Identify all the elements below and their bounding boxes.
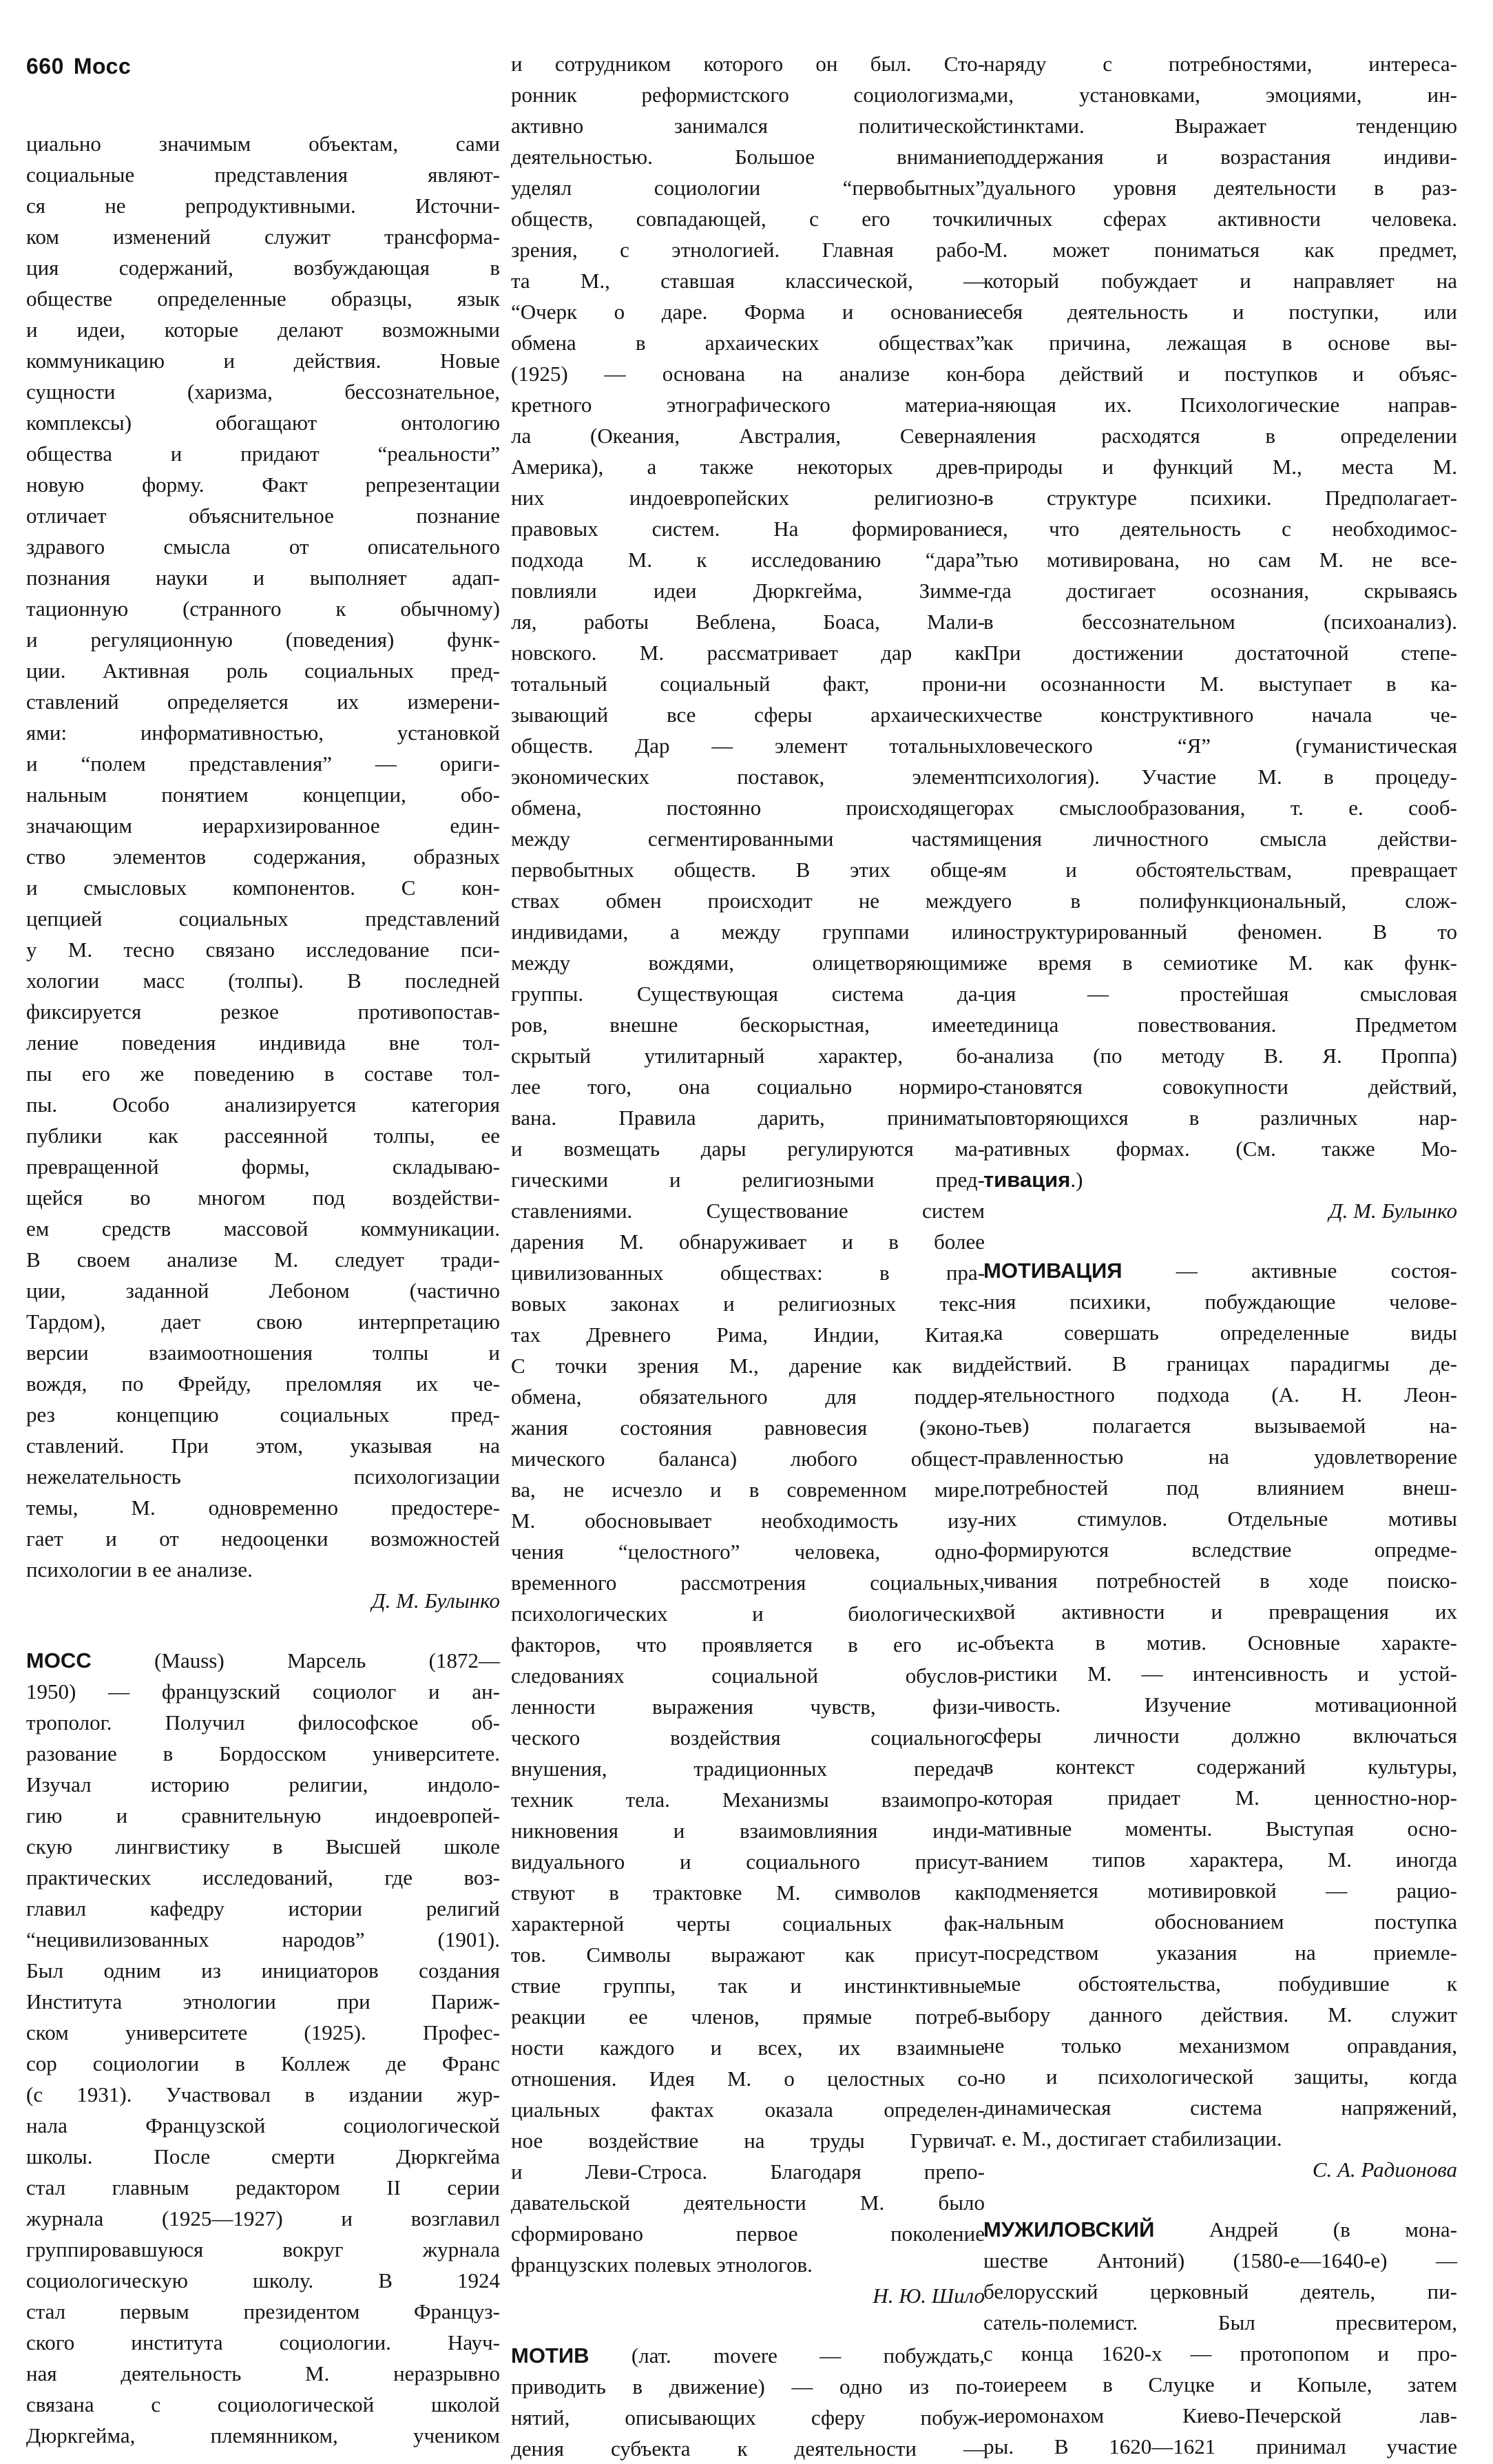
text-line: мые обстоятельства, побудившие к [983,1971,1457,1996]
text-line: и возмещать дары регулируются ма- [511,1137,985,1161]
text-line: его в полифункциональный, слож- [983,889,1457,913]
text-line: публики как рассеянной толпы, ее [26,1124,500,1148]
entry-first-line: МОСС (Mauss) Марсель (1872— [26,1648,500,1673]
text-line: стал главным редактором II серии [26,2175,500,2199]
text-line: превращенной формы, складываю- [26,1155,500,1179]
text-line: ля, работы Веблена, Боаса, Мали- [511,610,985,634]
text-line: посредством указания на приемле- [983,1940,1457,1965]
text-line: новую форму. Факт репрезентации [26,473,500,497]
text-line: личных сферах активности человека. [983,207,1457,231]
text-line: мативные моменты. Выступая осно- [983,1816,1457,1841]
text-line: зывающий все сферы архаических [511,703,985,727]
text-line: и смысловых компонентов. С кон- [26,876,500,900]
text-line: стал первым президентом Француз- [26,2299,500,2323]
text-line: сатель-полемист. Был пресвитером, [983,2310,1457,2334]
entry-moss [26,1645,500,2451]
entry-headword: МОСС [26,1648,92,1673]
text-line: нальным понятием концепции, обо- [26,783,500,807]
entry-continuation [26,128,500,1585]
text-line: первобытных обществ. В этих обще- [511,858,985,882]
text-line: тах Древнего Рима, Индии, Китая. [511,1323,985,1347]
text-line: ция содержаний, возбуждающая в [26,256,500,280]
text-line: ности каждого и всех, их взаимные [511,2036,985,2060]
text-line: ствуют в трактовке М. символов как [511,1881,985,1905]
text-line: обществ, совпадающей, с его точки [511,207,985,231]
text-line: тьев) полагается вызываемой на- [983,1414,1457,1438]
text-line: ком изменений служит трансформа- [26,225,500,249]
text-line: психология). Участие М. в процеду- [983,765,1457,789]
text-line: экономических поставок, элемент [511,765,985,789]
text-line: отличает объяснительное познание [26,504,500,528]
entry-headword: МОТИВ [511,2343,589,2368]
text-line: ва, не исчезло и в современном мире. [511,1478,985,1502]
text-line: приводить в движение) — одно из по- [511,2374,985,2399]
text-line: активно занимался политической [511,114,985,138]
text-line: щения личностного смысла действи- [983,827,1457,851]
text-line: хологии масс (толпы). В последней [26,969,500,993]
text-line: ся, что деятельность с необходимос- [983,517,1457,541]
text-line: характерной черты социальных фак- [511,1912,985,1936]
text-line: себя деятельность и поступки, или [983,300,1457,324]
text-line: рез концепцию социальных пред- [26,1402,500,1427]
text-line: нальным обоснованием поступка [983,1909,1457,1934]
text-line: комплексы) обогащают онтологию [26,411,500,435]
text-line: значающим иерархизированное един- [26,814,500,838]
text-line: социальные представления являют- [26,163,500,187]
text-line: тоиереем в Слуцке и Копыле, затем [983,2372,1457,2396]
entry-body [983,2245,1457,2462]
text-line: обмена в архаических обществах” [511,331,985,355]
text-line: скрытый утилитарный характер, бо- [511,1044,985,1068]
text-line: здравого смысла от описательного [26,535,500,559]
text-line: пы. Особо анализируется категория [26,1093,500,1117]
text-line: обмена, обязательного для поддер- [511,1385,985,1409]
text-line: ристики М. — интенсивность и устой- [983,1661,1457,1686]
text-line: тью мотивирована, но сам М. не все- [983,548,1457,572]
entry-first-line: МОТИВ (лат. movere — побуждать, [511,2343,985,2368]
column-3 [983,48,1457,2462]
text-line: уделял социологии “первобытных” [511,176,985,200]
text-line: ции. Активная роль социальных пред- [26,659,500,683]
text-line: подменяется мотивировкой — рацио- [983,1878,1457,1903]
text-line: в бессознательном (психоанализ). [983,610,1457,634]
text-line: дения субъекта к деятельности — [511,2436,985,2461]
text-line: фиксируется резкое противопостав- [26,1000,500,1024]
text-line: ствах обмен происходит не между [511,889,985,913]
text-line: чивания потребностей в ходе поиско- [983,1569,1457,1593]
author-signature: С. А. Радионова [1312,2157,1457,2182]
text-line: рах смыслообразования, т. е. сооб- [983,796,1457,820]
text-line: 1950) — французский социолог и ан- [26,1679,500,1704]
text-line: ни осознанности М. выступает в ка- [983,672,1457,696]
entry-first-line: МУЖИЛОВСКИЙ Андрей (в мона- [983,2217,1457,2242]
text-line: обмена, постоянно происходящего [511,796,985,820]
text-line: у М. тесно связано исследование пси- [26,938,500,962]
cross-reference[interactable]: тивация [983,1168,1071,1192]
text-line: цивилизованных обществах: в пра- [511,1261,985,1285]
entry-continuation [511,48,985,2280]
text-line: честве конструктивного начала че- [983,703,1457,727]
text-line: же время в семиотике М. как функ- [983,951,1457,975]
text-line: действий. В границах парадигмы де- [983,1352,1457,1376]
text-line: белорусский церковный деятель, пи- [983,2279,1457,2303]
text-line: социологическую школу. В 1924 [26,2268,500,2292]
text-line: ка совершать определенные виды [983,1321,1457,1345]
author-signature: Н. Ю. Шило [873,2284,985,2308]
text-line: в контекст содержаний культуры, [983,1754,1457,1779]
text-line: разование в Бордосском университете. [26,1741,500,1766]
text-line: цепцией социальных представлений [26,907,500,931]
text-line: сферы личности должно включаться [983,1723,1457,1748]
text-line: индивидами, а между группами или [511,920,985,944]
text-line: Института этнологии при Париж- [26,1989,500,2013]
text-line: гает и от недооценки возможностей [26,1526,500,1551]
text-line: лее того, она социально нормиро- [511,1075,985,1099]
text-line: давательской деятельности М. было [511,2191,985,2215]
text-line: чивость. Изучение мотивационной [983,1692,1457,1717]
entry-body [511,2371,985,2464]
text-line: познания науки и выполняет адап- [26,566,500,590]
text-line: вой активности и превращения их [983,1599,1457,1624]
text-line: чения “целостного” человека, одно- [511,1540,985,1564]
text-line: связана с социологической школой [26,2392,500,2416]
text-line: “Очерк о даре. Форма и основание [511,300,985,324]
text-line: мического баланса) любого общест- [511,1447,985,1471]
text-line: них индоевропейских религиозно- [511,486,985,510]
text-line: обществ. Дар — элемент тотальных [511,734,985,758]
entry-motiv [511,2340,985,2464]
entry-headword: МУЖИЛОВСКИЙ [983,2217,1155,2242]
text-line: ставлений. При этом, указывая на [26,1433,500,1458]
text-line: ском университете (1925). Профес- [26,2020,500,2044]
text-line: новского. М. рассматривает дар как [511,641,985,665]
text-line: М. может пониматься как предмет, [983,238,1457,262]
text-line: “нецивилизованных народов” (1901). [26,1927,500,1951]
text-line: тотальный социальный факт, прони- [511,672,985,696]
text-line: сформировано первое поколение [511,2222,985,2246]
text-line: ловеческого “Я” (гуманистическая [983,734,1457,758]
text-line: нежелательность психологизации [26,1464,500,1489]
text-line: вана. Правила дарить, принимать [511,1106,985,1130]
text-line: общества и придают “реальности” [26,442,500,466]
running-header [26,54,131,79]
text-line: иеромонахом Киево-Печерской лав- [983,2403,1457,2427]
text-line: и регуляционную (поведения) функ- [26,628,500,652]
text-line: ванием типов характера, М. иногда [983,1847,1457,1872]
text-line: ции, заданной Лебоном (частично [26,1278,500,1303]
text-line: бора действий и поступков и объяс- [983,362,1457,386]
text-line: них стимулов. Отдельные мотивы [983,1507,1457,1531]
text-line: ление поведения индивида вне тол- [26,1031,500,1055]
text-line: отношения. Идея М. о целостных со- [511,2067,985,2091]
text-line: временного рассмотрения социальных, [511,1571,985,1595]
text-line: та М., ставшая классической, — [511,269,985,293]
text-line: которая придает М. ценностно-нор- [983,1785,1457,1810]
text-line: ятельностного подхода (А. Н. Леон- [983,1383,1457,1407]
text-line: шестве Антоний) (1580-е—1640-е) — [983,2248,1457,2273]
text-line: т. е. М., достигает стабилизации. [983,2126,1282,2151]
text-line: ция — простейшая смысловая [983,982,1457,1006]
text-line: реакции ее членов, прямые потреб- [511,2005,985,2029]
text-line: С точки зрения М., дарение как вид [511,1354,985,1378]
text-line: между вождями, олицетворяющими [511,951,985,975]
text-line: выбору данного действия. М. служит [983,2002,1457,2027]
text-line: анализа (по методу В. Я. Проппа) [983,1044,1457,1068]
text-line: вовых законах и религиозных текс- [511,1292,985,1316]
text-line: сущности (харизма, бессознательное, [26,380,500,404]
text-line: потребностей под влиянием внеш- [983,1476,1457,1500]
text-line: ми, установками, эмоциями, ин- [983,83,1457,107]
text-line: следованиях социальной обуслов- [511,1664,985,1688]
text-line: обществе определенные образцы, язык [26,287,500,311]
text-line: динамическая система напряжений, [983,2095,1457,2120]
text-line: между сегментированными частями [511,827,985,851]
text-line: объекта в мотив. Основные характе- [983,1630,1457,1655]
text-line: психологических и биологических [511,1602,985,1626]
text-line: версии взаимоотношения толпы и [26,1340,500,1365]
text-line: пы его же поведению в составе тол- [26,1062,500,1086]
text-line: ствие группы, так и инстинктивные [511,1974,985,1998]
text-line: Америка), а также некоторых древ- [511,455,985,479]
text-line: техник тела. Механизмы взаимопро- [511,1788,985,1812]
text-line: школы. После смерти Дюркгейма [26,2144,500,2168]
text-line: (1925) — основана на анализе кон- [511,362,985,386]
text-line: вождя, по Фрейду, преломляя их че- [26,1371,500,1396]
entry-motivatsiya [983,1255,1457,2154]
text-line: ления расходятся в определении [983,424,1457,448]
text-line: ронник реформистского социологизма, [511,83,985,107]
text-line: с конца 1620-х — протопопом и про- [983,2341,1457,2365]
text-line: ное воздействие на труды Гурвича [511,2129,985,2153]
column-2 [511,48,985,2464]
text-line: гда достигает осознания, скрываясь [983,579,1457,603]
author-signature: Д. М. Булынко [1328,1199,1457,1223]
text-line: ративных формах. (См. также Мо- [983,1137,1457,1161]
text-line: природы и функций М., места М. [983,455,1457,479]
text-line: ры. В 1620—1621 принимал участие [983,2434,1457,2458]
text-line: М. обосновывает необходимость изу- [511,1509,985,1533]
text-line: группы. Существующая система да- [511,982,985,1006]
text-line: тов. Символы выражают как присут- [511,1943,985,1967]
text-line: ского института социологии. Науч- [26,2330,500,2354]
text-line: циально значимым объектам, сами [26,132,500,156]
text-line: гию и сравнительную индоевропей- [26,1803,500,1828]
text-line: правленностью на удовлетворение [983,1445,1457,1469]
author-signature: Д. М. Булынко [371,1588,500,1613]
text-line: ческого воздействия социального [511,1726,985,1750]
text-line: сор социологии в Коллеж де Франс [26,2051,500,2075]
text-line: дуального уровня деятельности в раз- [983,176,1457,200]
text-line: Тардом), дает свою интерпретацию [26,1309,500,1334]
text-line: журнала (1925—1927) и возглавил [26,2206,500,2230]
text-line: Изучал историю религии, индоло- [26,1772,500,1797]
text-line: ставлениями. Существование систем [511,1199,985,1223]
text-line: становятся совокупности действий, [983,1075,1457,1099]
text-line: ям и обстоятельствам, превращает [983,858,1457,882]
text-line: нала Французской социологической [26,2113,500,2137]
text-line: не только механизмом оправдания, [983,2033,1457,2058]
text-line: формируются вследствие опредме- [983,1538,1457,1562]
text-line: циальных фактах оказала определен- [511,2098,985,2122]
text-line: Дюркгейма, племянником, учеником [26,2423,500,2447]
text-line: повторяющихся в различных нар- [983,1106,1457,1130]
entry-body [26,1676,500,2451]
text-line: (с 1931). Участвовал в издании жур- [26,2082,500,2106]
entry-last-line: тивация.) [983,1168,1083,1192]
entry-body [983,1286,1457,2154]
text-line: который побуждает и направляет на [983,269,1457,293]
page-number: 660 [26,54,64,79]
text-line: жания состояния равновесия (эконо- [511,1416,985,1440]
text-line: группировавшуюся вокруг журнала [26,2237,500,2261]
text-line: стинктами. Выражает тенденцию [983,114,1457,138]
text-line: подхода М. к исследованию “дара” [511,548,985,572]
text-line: как причина, лежащая в основе вы- [983,331,1457,355]
text-line: темы, М. одновременно предостере- [26,1495,500,1520]
text-line: гическими и религиозными пред- [511,1168,985,1192]
text-line: ставлений определяется их измерени- [26,690,500,714]
entry-first-line: МОТИВАЦИЯ — активные состоя- [983,1259,1457,1283]
text-line: нятий, описывающих сферу побуж- [511,2405,985,2430]
text-line: практических исследований, где воз- [26,1865,500,1890]
entry-headword: МОТИВАЦИЯ [983,1259,1123,1283]
text-line: няющая их. Психологические направ- [983,393,1457,417]
text-line: правовых систем. На формирование [511,517,985,541]
text-line: коммуникацию и действия. Новые [26,349,500,373]
text-line: тационную (странного к обычному) [26,597,500,621]
text-line: ноструктурированный феномен. В то [983,920,1457,944]
text-line: никновения и взаимовлияния инди- [511,1819,985,1843]
text-line: скую лингвистику в Высшей школе [26,1834,500,1859]
text-line: дарения М. обнаруживает и в более [511,1230,985,1254]
text-line: щейся во многом под воздействи- [26,1186,500,1210]
text-line: ния психики, побуждающие челове- [983,1290,1457,1314]
text-line: и Леви-Строса. Благодаря препо- [511,2160,985,2184]
entry-muzhilovsky [983,2214,1457,2462]
text-line: зрения, с этнологией. Главная рабо- [511,238,985,262]
text-line: но и психологической защиты, когда [983,2064,1457,2089]
entry-continuation [983,48,1457,1164]
text-line: единица повествования. Предметом [983,1013,1457,1037]
text-line: главил кафедру истории религий [26,1896,500,1921]
text-line: кретного этнографического материа- [511,393,985,417]
text-line: При достижении достаточной степе- [983,641,1457,665]
text-line: трополог. Получил философское об- [26,1710,500,1735]
text-line: повлияли идеи Дюркгейма, Зимме- [511,579,985,603]
text-line: наряду с потребностями, интереса- [983,52,1457,76]
text-line: ями: информативностью, установкой [26,721,500,745]
text-line: и “полем представления” — ориги- [26,752,500,776]
text-line: видуального и социального присут- [511,1850,985,1874]
text-line: ная деятельность М. неразрывно [26,2361,500,2385]
text-line: в структуре психики. Предполагает- [983,486,1457,510]
text-line: ем средств массовой коммуникации. [26,1217,500,1241]
text-line: факторов, что проявляется в его ис- [511,1633,985,1657]
text-line: французских полевых этнологов. [511,2253,813,2277]
text-line: ство элементов содержания, образных [26,845,500,869]
text-line: ся не репродуктивными. Источни- [26,194,500,218]
text-line: деятельностью. Большое внимание [511,145,985,169]
text-line: психологии в ее анализе. [26,1557,253,1582]
column-1 [26,128,500,2451]
running-head: Мосс [73,54,132,79]
text-line: В своем анализе М. следует тради- [26,1247,500,1272]
text-line: и сотрудником которого он был. Сто- [511,52,985,76]
text-line: поддержания и возрастания индиви- [983,145,1457,169]
text-line: внушения, традиционных передач [511,1757,985,1781]
text-line: ла (Океания, Австралия, Северная [511,424,985,448]
text-line: и идеи, которые делают возможными [26,318,500,342]
text-line: ленности выражения чувств, физи- [511,1695,985,1719]
text-line: Был одним из инициаторов создания [26,1958,500,1982]
text-line: ров, внешне бескорыстная, имеет [511,1013,985,1037]
